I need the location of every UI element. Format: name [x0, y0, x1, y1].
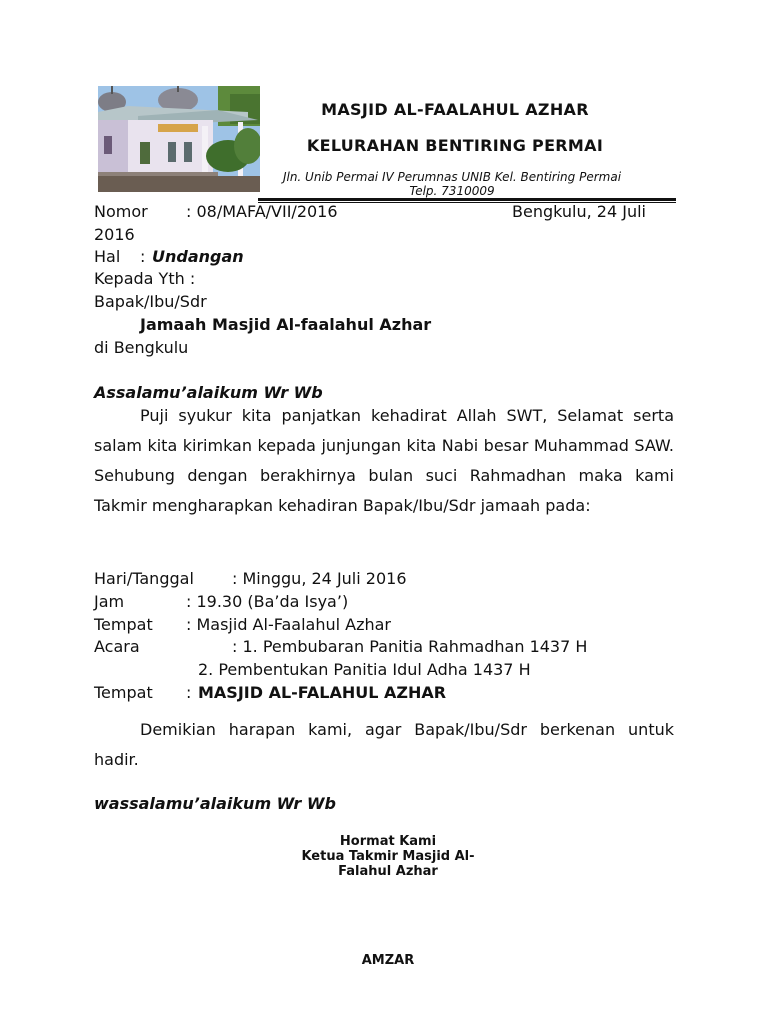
- closing-paragraph: Demikian harapan kami, agar Bapak/Ibu/Sdr berkenan untuk hadir.: [94, 720, 674, 769]
- acara-item-1: : 1. Pembubaran Panitia Rahmadhan 1437 H: [232, 637, 588, 656]
- hari-value: : Minggu, 24 Juli 2016: [232, 569, 407, 588]
- tempat2-colon: :: [186, 683, 192, 702]
- acara-label: Acara: [94, 637, 140, 656]
- org-name: MASJID AL-FAALAHUL AZHAR: [321, 100, 589, 119]
- nomor-label: Nomor: [94, 202, 148, 221]
- signature-line-1: Hormat Kami: [339, 834, 437, 849]
- kepada-line: Kepada Yth :: [94, 269, 196, 288]
- letter-date: Bengkulu, 24 Juli: [512, 202, 646, 221]
- acara-item-2: 2. Pembentukan Panitia Idul Adha 1437 H: [198, 660, 531, 679]
- nomor-value: : 08/MAFA/VII/2016: [186, 202, 338, 221]
- body-paragraph: Puji syukur kita panjatkan kehadirat Allah SWT, Selamat serta salam kita kirimkan kepada junjungan kita Nabi besar Muhammad SAW. Sehubung dengan berakhirnya bulan suci Rahmadhan maka kami Takmir mengharapkan kehadiran Bapak/Ibu/Sdr jamaah pada:: [94, 406, 674, 515]
- org-address: Jln. Unib Permai IV Perumnas UNIB Kel. Bentiring Permai: [282, 170, 622, 184]
- jam-label: Jam: [94, 592, 125, 611]
- recipient-name: Jamaah Masjid Al-faalahul Azhar: [140, 315, 432, 334]
- letter-date-year: 2016: [94, 225, 135, 244]
- closing-greeting: wassalamu’alaikum Wr Wb: [94, 794, 336, 813]
- signatory-name: AMZAR: [361, 953, 415, 968]
- signature-line-2: Ketua Takmir Masjid Al-: [301, 849, 475, 864]
- jam-value: : 19.30 (Ba’da Isya’): [186, 592, 349, 611]
- org-address-block: [262, 170, 642, 198]
- hal-label: Hal: [94, 247, 121, 266]
- org-district: KELURAHAN BENTIRING PERMAI: [306, 136, 604, 155]
- tempat-label: Tempat: [94, 615, 153, 634]
- hal-value: Undangan: [152, 247, 244, 266]
- hal-colon: :: [140, 247, 146, 266]
- signature-block: [260, 834, 516, 879]
- recipient-salutation: Bapak/Ibu/Sdr: [94, 292, 207, 311]
- recipient-place: di Bengkulu: [94, 338, 189, 357]
- org-phone: Telp. 7310009: [409, 184, 495, 198]
- mosque-photo: [98, 86, 260, 192]
- tempat2-label: Tempat: [94, 683, 153, 702]
- tempat2-value: MASJID AL-FALAHUL AZHAR: [198, 683, 447, 702]
- signature-line-3: Falahul Azhar: [338, 864, 438, 879]
- hari-label: Hari/Tanggal: [94, 569, 194, 588]
- tempat-value: : Masjid Al-Faalahul Azhar: [186, 615, 391, 634]
- opening-greeting: Assalamu’alaikum Wr Wb: [94, 383, 323, 402]
